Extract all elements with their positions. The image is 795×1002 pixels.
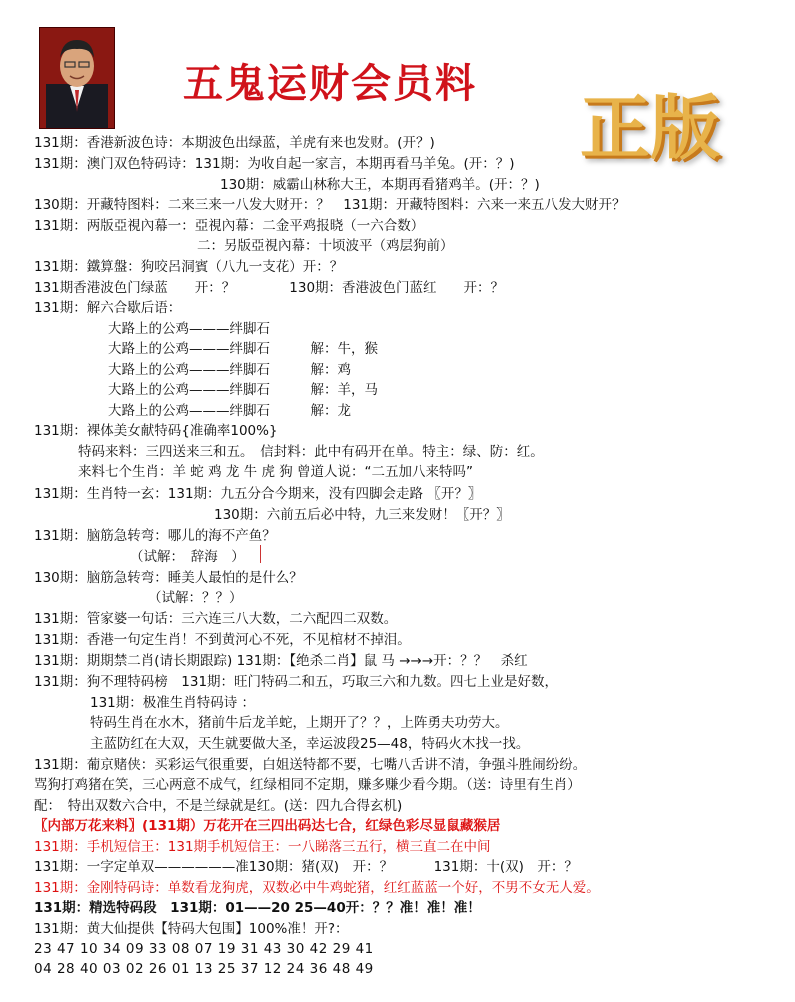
- line-nude-beauty: 131期：裸体美女献特码{准确率100%}: [34, 423, 278, 439]
- line-proverb-2: 大路上的公鸡———绊脚石 解：牛，猴: [108, 341, 378, 357]
- line-ban-two-zodiacs: 131期：期期禁二肖(请长期跟踪) 131期：【绝杀二肖】鼠 马 →→→开：？？ 杀红: [34, 653, 528, 669]
- line-wong-tai-sin: 131期：黄大仙提供【特码大包围】100%准！开?：: [34, 921, 349, 937]
- line-kaizang-chart: 130期：开藏特图料：二来三来一八发大财开：？ 131期：开藏特图料：六来一来五八发大财开？: [34, 197, 626, 213]
- portrait-photo: [39, 27, 115, 129]
- line-riddle-130-answer: （试解：？？）: [148, 590, 243, 606]
- internal-wanhua-text: 〖内部万花来料〗(131期）万花开在三四出码达七合，红绿色彩尽显鼠藏猴居: [34, 818, 501, 834]
- line-proverb-4: 大路上的公鸡———绊脚石 解：羊，马: [108, 382, 378, 398]
- line-iron-abacus: 131期：鐵算盤：狗咬呂洞賓（八九一支花）开：？: [34, 259, 344, 275]
- page-title: 五鬼运财会员料: [183, 60, 477, 107]
- line-hk-one-phrase: 131期：香港一句定生肖！不到黄河心不死，不见棺材不掉泪。: [34, 632, 411, 648]
- line-proverb-5: 大路上的公鸡———绊脚石 解：龙: [108, 403, 351, 419]
- line-zodiac-poem-2: 主蓝防红在大双，天生就要做大圣，幸运波段25—48，特码火木找一找。: [90, 736, 530, 752]
- line-atv-inside-2: 二：另版亞視內幕：十顷波平（鸡层狗前）: [197, 238, 454, 254]
- line-dog-ignore: 131期：狗不理特码榜 131期：旺门特码二和五，巧取三六和九数。四七上业是好数，: [34, 674, 559, 690]
- red-tick-mark: [260, 545, 261, 563]
- line-zodiac-poem-heading: 131期：极准生肖特码诗 ：: [90, 695, 256, 711]
- line-lisboa-gambler: 131期：葡京赌侠：买彩运气很重要，白姐送特都不要，七嘴八舌讲不清，争强斗胜闹纷纷。: [34, 757, 587, 773]
- genuine-stamp: 正版: [580, 86, 720, 169]
- line-odd-even: 131期：一字定单双——————准130期：猪(双) 开：？ 131期：十(双) 开：？: [34, 859, 578, 875]
- person-portrait-icon: [40, 28, 114, 128]
- line-lisboa-gambler-2: 骂狗打鸡猪在笑，三心两意不成气，红绿相同不定期，赚多赚少看今期。（送：诗里有生肖）: [34, 777, 581, 793]
- line-zodiac-poem-1: 特码生肖在水木，猪前牛后龙羊蛇，上期开了？？，上阵勇夫功劳大。: [90, 715, 509, 731]
- line-pairing: 配： 特出双数六合中，不是兰绿就是红。(送：四九合得玄机): [34, 798, 403, 814]
- line-hk-color-poem: 131期：香港新波色诗：本期波色出绿蓝，羊虎有来也发财。(开？): [34, 135, 435, 151]
- line-special-source: 特码来料：三四送来三和五。 信封料：此中有码开在单。特主：绿、防：红。: [78, 444, 544, 460]
- number-row-1: 23 47 10 34 09 33 08 07 19 31 43 30 42 29 41: [34, 941, 374, 957]
- line-kingkong-poem: 131期：金刚特码诗：单数看龙狗虎，双数必中牛鸡蛇猪，红红蓝蓝一个好，不男不女无人爱。: [34, 880, 600, 896]
- line-proverb-1: 大路上的公鸡———绊脚石: [108, 321, 270, 337]
- line-sms-king: 131期：手机短信王：131期手机短信王：一八睇落三五行，横三直二在中间: [34, 839, 491, 855]
- line-riddle-131-answer: （试解： 辞海 ）: [130, 549, 245, 565]
- line-riddle-130: 130期：脑筋急转弯：睡美人最怕的是什么？: [34, 570, 303, 586]
- line-hk-color-gate: 131期香港波色门绿蓝 开：？ 130期：香港波色门蓝红 开：？: [34, 280, 505, 296]
- line-atv-inside-1: 131期：两版亞視內幕一：亞視內幕：二金平鸡报晓（一六合数）: [34, 218, 425, 234]
- line-proverb-heading: 131期：解六合歇后语：: [34, 300, 182, 316]
- line-select-range: 131期：精选特码段 131期：01——20 25—40开：？？准！准！准！: [34, 900, 481, 916]
- line-internal-wanhua: [34, 817, 500, 836]
- line-zodiac-mystery-130: 130期：六前五后必中特，九三来发财！〖开？〗: [214, 507, 510, 523]
- line-proverb-3: 大路上的公鸡———绊脚石 解：鸡: [108, 362, 351, 378]
- line-macau-poem-131: 131期：澳门双色特码诗：131期：为收自起一家言，本期再看马羊兔。(开：？): [34, 156, 515, 172]
- line-macau-poem-130: 130期：威霸山林称大王，本期再看猪鸡羊。(开：？): [220, 177, 540, 193]
- line-zodiac-mystery: 131期：生肖特一玄：131期：九五分合今期来，没有四脚会走路 〖开？〗: [34, 486, 482, 502]
- line-riddle-131: 131期：脑筋急转弯：哪儿的海不产鱼？: [34, 528, 276, 544]
- number-row-2: 04 28 40 03 02 26 01 13 25 37 12 24 36 48 49: [34, 961, 374, 977]
- line-housekeeper: 131期：管家婆一句话：三六连三八大数，二六配四二双数。: [34, 611, 398, 627]
- line-seven-zodiacs: 来料七个生肖：羊 蛇 鸡 龙 牛 虎 狗 曾道人说：“二五加八来特吗”: [78, 464, 474, 480]
